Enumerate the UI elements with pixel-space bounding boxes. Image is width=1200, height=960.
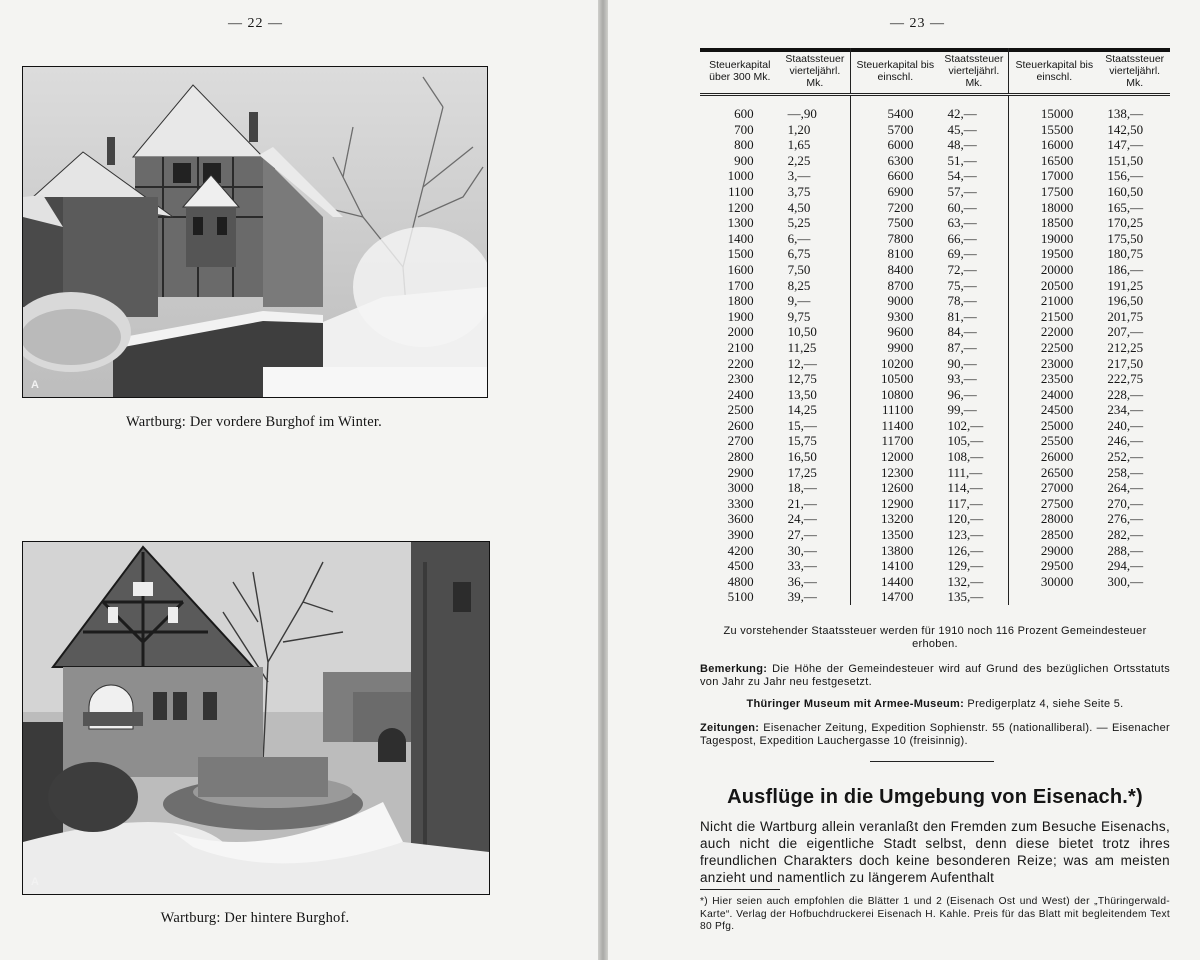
table-cell: 1,65	[780, 137, 851, 153]
table-cell: 60,—	[939, 200, 1008, 216]
table-cell: 5400	[887, 106, 914, 121]
footnote: *) Hier seien auch empfohlen die Blätter 1 und 2 (Eisenach Ost und West) der „Thüringerwald-Karte“. Verlag der Hofbuchdruckerei Eisenach H. Kahle. Preis für das Blatt mit begleitendem Text 80 Pfg.	[700, 896, 1170, 932]
table-cell: 114,—	[939, 480, 1008, 496]
note-newspapers	[700, 722, 1170, 748]
table-row	[700, 293, 1170, 309]
table-cell: 13800	[880, 542, 914, 558]
table-cell: 156,—	[1107, 168, 1144, 184]
table-row	[700, 496, 1170, 512]
table-cell: —,90	[780, 95, 851, 122]
table-row	[700, 402, 1170, 418]
table-cell: 8700	[887, 277, 914, 293]
table-row	[700, 387, 1170, 403]
table-cell: 24500	[1040, 402, 1074, 418]
table-cell: 288,—	[1107, 542, 1144, 558]
table-cell: 6,75	[780, 246, 851, 262]
table-cell: 2,25	[780, 153, 851, 169]
column-header: Steuerkapital bis einschl.	[1009, 48, 1100, 95]
table-cell: 160,50	[1107, 183, 1144, 199]
column-header: Staatssteuer vierteljährl. Mk.	[780, 48, 851, 95]
table-cell: 25000	[1040, 417, 1074, 433]
table-row	[700, 340, 1170, 356]
table-cell: 4200	[727, 542, 754, 558]
table-cell: 72,—	[939, 262, 1008, 278]
table-cell: 12300	[880, 464, 914, 480]
table-cell: 252,—	[1107, 449, 1144, 465]
table-cell: 102,—	[939, 418, 1008, 434]
note-tax: Zu vorstehender Staatssteuer werden für 1910 noch 116 Prozent Gemeindesteuer erhoben.	[723, 625, 1147, 650]
table-cell: 3900	[727, 527, 754, 543]
table-row	[700, 433, 1170, 449]
table-row	[700, 168, 1170, 184]
table-row	[700, 418, 1170, 434]
table-cell: 12900	[880, 495, 914, 511]
table-cell: 6000	[887, 137, 914, 153]
table-cell: 27,—	[780, 527, 851, 543]
page-number: — 23 —	[890, 16, 945, 31]
table-cell: 207,—	[1107, 324, 1144, 340]
table-row	[700, 231, 1170, 247]
table-row	[700, 324, 1170, 340]
table-cell: 9900	[887, 339, 914, 355]
table-row	[700, 153, 1170, 169]
table-cell: 45,—	[939, 122, 1008, 138]
table-cell: 180,75	[1107, 246, 1144, 262]
table-cell: 99,—	[939, 402, 1008, 418]
table-cell: 26500	[1040, 464, 1074, 480]
table-cell: 25500	[1040, 433, 1074, 449]
table-cell: 18000	[1040, 199, 1074, 215]
table-cell: 258,—	[1107, 464, 1144, 480]
table-cell: 11100	[881, 402, 914, 418]
table-cell: 900	[734, 152, 754, 168]
table-cell: 294,—	[1107, 558, 1144, 574]
table-cell: 186,—	[1107, 261, 1144, 277]
table-cell: 175,50	[1107, 230, 1144, 246]
table-cell: 123,—	[939, 527, 1008, 543]
table-cell: 29000	[1040, 542, 1074, 558]
table-cell: 39,—	[780, 589, 851, 605]
table-row	[700, 278, 1170, 294]
table-cell: 23000	[1040, 355, 1074, 371]
table-cell: 16,50	[780, 449, 851, 465]
table-cell: 234,—	[1107, 402, 1144, 418]
table-cell: 18500	[1040, 215, 1074, 231]
table-cell: 90,—	[939, 356, 1008, 372]
table-cell: 17500	[1040, 183, 1074, 199]
table-cell: 3,75	[780, 184, 851, 200]
table-cell: 800	[734, 137, 754, 153]
table-cell: 24,—	[780, 511, 851, 527]
table-cell: 5,25	[780, 215, 851, 231]
table-cell: 5100	[727, 589, 754, 605]
table-cell: 142,50	[1107, 121, 1144, 137]
table-row	[700, 200, 1170, 216]
table-row	[700, 215, 1170, 231]
table-cell: 2400	[727, 386, 754, 402]
table-cell: 19000	[1040, 230, 1074, 246]
table-cell: 9,75	[780, 309, 851, 325]
table-cell: 9,—	[780, 293, 851, 309]
table-cell: 16000	[1040, 137, 1074, 153]
table-cell: 15000	[1040, 106, 1074, 121]
table-cell: 191,25	[1107, 277, 1144, 293]
table-cell: 1600	[727, 261, 754, 277]
table-cell: 228,—	[1107, 386, 1144, 402]
table-cell: 212,25	[1107, 339, 1144, 355]
note-text: Die Höhe der Gemeindesteuer wird auf Grund des bezüglichen Ortsstatuts von Jahr zu Jahr neu festgesetzt.	[700, 663, 1170, 688]
table-cell: 9000	[887, 293, 914, 309]
note-remark	[700, 663, 1170, 689]
table-cell: 10500	[880, 371, 914, 387]
table-cell: 2000	[727, 324, 754, 340]
table-cell: 7200	[887, 199, 914, 215]
column-header: Staatssteuer vierteljährl. Mk.	[1099, 48, 1170, 95]
table-cell: 30000	[1040, 573, 1074, 589]
table-cell: 2200	[727, 355, 754, 371]
table-cell: 3300	[727, 495, 754, 511]
table-cell: 3,—	[780, 168, 851, 184]
table-cell: 1100	[728, 183, 754, 199]
table-cell: 2800	[727, 449, 754, 465]
table-cell: 63,—	[939, 215, 1008, 231]
table-cell: 8,25	[780, 278, 851, 294]
table-cell	[1099, 589, 1170, 605]
table-row	[700, 137, 1170, 153]
table-cell: 117,—	[939, 496, 1008, 512]
table-cell: 2600	[727, 417, 754, 433]
table-cell: 66,—	[939, 231, 1008, 247]
table-row	[700, 527, 1170, 543]
table-cell: 6900	[887, 183, 914, 199]
table-row	[700, 246, 1170, 262]
table-cell: 14700	[880, 589, 914, 605]
table-cell: 138,—	[1107, 106, 1144, 121]
table-cell: 111,—	[939, 465, 1008, 481]
table-cell: 7800	[887, 230, 914, 246]
table-cell: 48,—	[939, 137, 1008, 153]
photo-rear-courtyard	[22, 541, 490, 895]
table-cell: 12,—	[780, 356, 851, 372]
table-cell: 27000	[1040, 480, 1074, 496]
table-cell: 105,—	[939, 433, 1008, 449]
table-row	[700, 511, 1170, 527]
table-cell: 1700	[727, 277, 754, 293]
column-header: Steuerkapital über 300 Mk.	[700, 48, 780, 95]
table-row	[700, 262, 1170, 278]
table-cell: 9600	[887, 324, 914, 340]
table-cell: 147,—	[1107, 137, 1144, 153]
table-row	[700, 543, 1170, 559]
table-cell: 8100	[887, 246, 914, 262]
table-cell: 1200	[727, 199, 754, 215]
note-museum	[700, 698, 1170, 711]
note-text: Predigerplatz 4, siehe Seite 5.	[964, 698, 1124, 710]
left-page	[0, 0, 598, 960]
table-cell: 2700	[727, 433, 754, 449]
table-cell: 16500	[1040, 152, 1074, 168]
table-cell: 151,50	[1107, 152, 1144, 168]
table-cell: 217,50	[1107, 355, 1144, 371]
book-gutter	[598, 0, 608, 960]
table-cell: 14400	[880, 573, 914, 589]
table-row	[700, 309, 1170, 325]
table-cell: 93,—	[939, 371, 1008, 387]
table-cell: 10800	[880, 386, 914, 402]
table-body	[700, 95, 1170, 606]
table-row	[700, 574, 1170, 590]
table-cell: 6300	[887, 152, 914, 168]
table-row	[700, 480, 1170, 496]
table-cell: 51,—	[939, 153, 1008, 169]
table-cell: 1300	[727, 215, 754, 231]
table-cell: 19500	[1040, 246, 1074, 262]
monogram: A	[31, 379, 39, 391]
table-cell: 12000	[880, 449, 914, 465]
photo-front-courtyard-winter	[22, 66, 488, 398]
table-cell: 10200	[880, 355, 914, 371]
table-row	[700, 449, 1170, 465]
right-page	[608, 0, 1200, 960]
table-cell: 42,—	[939, 95, 1008, 122]
table-cell: 2100	[727, 339, 754, 355]
table-cell: 165,—	[1107, 199, 1144, 215]
table-cell: 23500	[1040, 371, 1074, 387]
table-cell: 10,50	[780, 324, 851, 340]
table-row	[700, 95, 1170, 122]
body-paragraph: Nicht die Wartburg allein veranlaßt den Fremden zum Besuche Eisenachs, auch nicht die eigentliche Stadt selbst, denn diese bietet trotz ihres freundlichen Charakters doch keine besonderen Reize; was am meisten anzieht und namentlich zu längerem Aufenthalt	[700, 819, 1170, 885]
note-label: Thüringer Museum mit Armee-Museum:	[746, 698, 965, 710]
table-cell: 96,—	[939, 387, 1008, 403]
photo-caption: Wartburg: Der vordere Burghof im Winter.	[126, 414, 382, 430]
table-cell	[1009, 589, 1100, 605]
table-cell: 57,—	[939, 184, 1008, 200]
section-heading: Ausflüge in die Umgebung von Eisenach.*)	[727, 786, 1143, 808]
monogram: A	[31, 876, 39, 888]
table-row	[700, 122, 1170, 138]
table-cell: 84,—	[939, 324, 1008, 340]
table-cell: 7,50	[780, 262, 851, 278]
table-cell: 201,75	[1107, 308, 1144, 324]
table-cell: 270,—	[1107, 495, 1144, 511]
column-header: Staatssteuer vierteljährl. Mk.	[939, 48, 1008, 95]
table-cell: 12600	[880, 480, 914, 496]
table-cell: 3600	[727, 511, 754, 527]
table-cell: 30,—	[780, 543, 851, 559]
table-row	[700, 371, 1170, 387]
table-cell: 69,—	[939, 246, 1008, 262]
table-cell: 22500	[1040, 339, 1074, 355]
table-cell: 14100	[880, 558, 914, 574]
table-row	[700, 184, 1170, 200]
table-cell: 246,—	[1107, 433, 1144, 449]
note-label: Bemerkung:	[700, 663, 768, 675]
table-cell: 33,—	[780, 558, 851, 574]
table-cell: 170,25	[1107, 215, 1144, 231]
table-cell: 600	[734, 106, 754, 121]
table-cell: 222,75	[1107, 371, 1144, 387]
table-cell: 264,—	[1107, 480, 1144, 496]
table-row	[700, 558, 1170, 574]
page-number: — 22 —	[228, 16, 283, 31]
table-cell: 24000	[1040, 386, 1074, 402]
table-cell: 4500	[727, 558, 754, 574]
table-cell: 15,—	[780, 418, 851, 434]
table-cell: 15,75	[780, 433, 851, 449]
table-cell: 300,—	[1107, 573, 1144, 589]
table-cell: 14,25	[780, 402, 851, 418]
table-cell: 27500	[1040, 495, 1074, 511]
table-cell: 36,—	[780, 574, 851, 590]
table-row	[700, 465, 1170, 481]
table-cell: 12,75	[780, 371, 851, 387]
table-cell: 129,—	[939, 558, 1008, 574]
table-cell: 11700	[881, 433, 914, 449]
table-cell: 6600	[887, 168, 914, 184]
table-cell: 13,50	[780, 387, 851, 403]
table-cell: 17000	[1040, 168, 1074, 184]
column-header: Steuerkapital bis einschl.	[851, 48, 940, 95]
table-row	[700, 356, 1170, 372]
table-cell: 28000	[1040, 511, 1074, 527]
table-cell: 21,—	[780, 496, 851, 512]
table-cell: 28500	[1040, 527, 1074, 543]
table-cell: 20500	[1040, 277, 1074, 293]
table-cell: 4800	[727, 573, 754, 589]
table-cell: 54,—	[939, 168, 1008, 184]
footnote-rule	[700, 889, 780, 890]
table-cell: 196,50	[1107, 293, 1144, 309]
note-label: Zeitungen:	[700, 722, 760, 734]
table-cell: 108,—	[939, 449, 1008, 465]
table-cell: 75,—	[939, 278, 1008, 294]
table-cell: 700	[734, 121, 754, 137]
table-cell: 11,25	[780, 340, 851, 356]
table-cell: 126,—	[939, 543, 1008, 559]
table-cell: 9300	[887, 308, 914, 324]
table-cell: 78,—	[939, 293, 1008, 309]
table-cell: 17,25	[780, 465, 851, 481]
table-cell: 6,—	[780, 231, 851, 247]
table-cell: 1900	[727, 308, 754, 324]
table-cell: 21500	[1040, 308, 1074, 324]
table-cell: 87,—	[939, 340, 1008, 356]
table-cell: 1400	[727, 230, 754, 246]
table-row	[700, 589, 1170, 605]
table-cell: 120,—	[939, 511, 1008, 527]
tax-table	[700, 48, 1170, 605]
table-cell: 2300	[727, 371, 754, 387]
table-cell: 26000	[1040, 449, 1074, 465]
table-cell: 276,—	[1107, 511, 1144, 527]
table-cell: 18,—	[780, 480, 851, 496]
table-cell: 81,—	[939, 309, 1008, 325]
table-cell: 13200	[880, 511, 914, 527]
table-cell: 135,—	[939, 589, 1008, 605]
table-cell: 13500	[880, 527, 914, 543]
note-text: Eisenacher Zeitung, Expedition Sophienstr. 55 (nationalliberal). — Eisenacher Tagespost, Expedition Lauchergasse 10 (freisinnig).	[700, 722, 1170, 747]
table-cell: 7500	[887, 215, 914, 231]
table-cell: 1000	[727, 168, 754, 184]
table-cell: 1,20	[780, 122, 851, 138]
table-cell: 1800	[727, 293, 754, 309]
table-cell: 15500	[1040, 121, 1074, 137]
table-cell: 282,—	[1107, 527, 1144, 543]
table-header-row	[700, 48, 1170, 95]
table-cell: 5700	[887, 121, 914, 137]
table-cell: 2500	[727, 402, 754, 418]
table-cell: 2900	[727, 464, 754, 480]
table-cell: 21000	[1040, 293, 1074, 309]
table-cell: 11400	[881, 417, 914, 433]
table-cell: 29500	[1040, 558, 1074, 574]
table-cell: 240,—	[1107, 417, 1144, 433]
separator-rule	[870, 761, 994, 762]
table-cell: 132,—	[939, 574, 1008, 590]
table-cell: 1500	[727, 246, 754, 262]
table-cell: 8400	[887, 261, 914, 277]
table-cell: 20000	[1040, 261, 1074, 277]
table-cell: 22000	[1040, 324, 1074, 340]
table-cell: 4,50	[780, 200, 851, 216]
table-cell: 3000	[727, 480, 754, 496]
photo-caption: Wartburg: Der hintere Burghof.	[160, 910, 350, 926]
